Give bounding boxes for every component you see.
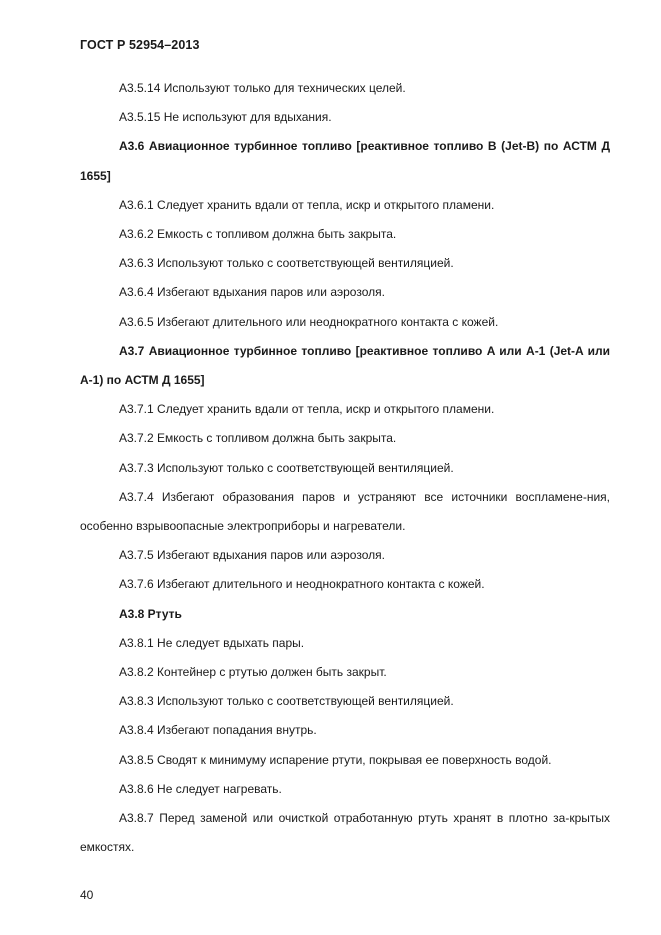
paragraph-a3-7-4: А3.7.4 Избегают образования паров и устраняют все источники воспламене-ния, особенно взрывоопасные электроприборы и нагреватели. xyxy=(80,489,610,534)
paragraph-a3-7-1: А3.7.1 Следует хранить вдали от тепла, искр и открытого пламени. xyxy=(119,402,495,417)
paragraph-a3-8-2: А3.8.2 Контейнер с ртутью должен быть закрыт. xyxy=(119,665,387,680)
paragraph-a3-8-5: А3.8.5 Сводят к минимуму испарение ртути, покрывая ее поверхность водой. xyxy=(119,752,552,767)
section-heading-a3-6: А3.6 Авиационное турбинное топливо [реактивное топливо B (Jet-B) по АСТМ Д 1655] xyxy=(80,139,610,183)
paragraph-a3-6-2: А3.6.2 Емкость с топливом должна быть закрыта. xyxy=(119,227,397,242)
paragraph-a3-5-15: А3.5.15 Не используют для вдыхания. xyxy=(119,110,332,125)
paragraph-a3-8-4: А3.8.4 Избегают попадания внутрь. xyxy=(119,723,317,738)
paragraph-a3-8-7: А3.8.7 Перед заменой или очисткой отработанную ртуть хранят в плотно за-крытых емкостях. xyxy=(80,811,610,855)
paragraph-a3-7-2: А3.7.2 Емкость с топливом должна быть закрыта. xyxy=(119,431,397,446)
paragraph-a3-6-3: А3.6.3 Используют только с соответствующей вентиляцией. xyxy=(119,256,454,271)
paragraph-a3-5-14: А3.5.14 Используют только для технических целей. xyxy=(119,81,406,95)
paragraph-a3-8-3: А3.8.3 Используют только с соответствующей вентиляцией. xyxy=(119,694,454,709)
page-number: 40 xyxy=(80,888,94,902)
paragraph-a3-6-4: А3.6.4 Избегают вдыхания паров или аэрозоля. xyxy=(119,285,385,300)
paragraph-a3-6-1: А3.6.1 Следует хранить вдали от тепла, искр и открытого пламени. xyxy=(119,197,495,212)
paragraph-a3-8-6: А3.8.6 Не следует нагревать. xyxy=(119,781,282,796)
document-body xyxy=(80,74,610,862)
paragraph-a3-6-5: А3.6.5 Избегают длительного или неоднократного контакта с кожей. xyxy=(119,314,499,329)
section-heading-a3-7: А3.7 Авиационное турбинное топливо [реактивное топливо A или A-1 (Jet-A или A-1) по АСТМ Д 1655] xyxy=(80,343,610,388)
section-heading-a3-8: А3.8 Ртуть xyxy=(119,606,182,621)
paragraph-a3-7-6: А3.7.6 Избегают длительного и неоднократного контакта с кожей. xyxy=(119,577,485,592)
document-header: ГОСТ Р 52954–2013 xyxy=(80,38,200,52)
paragraph-a3-8-1: А3.8.1 Не следует вдыхать пары. xyxy=(119,635,305,650)
paragraph-a3-7-3: А3.7.3 Используют только с соответствующей вентиляцией. xyxy=(119,460,454,475)
paragraph-a3-7-5: А3.7.5 Избегают вдыхания паров или аэрозоля. xyxy=(119,548,385,563)
